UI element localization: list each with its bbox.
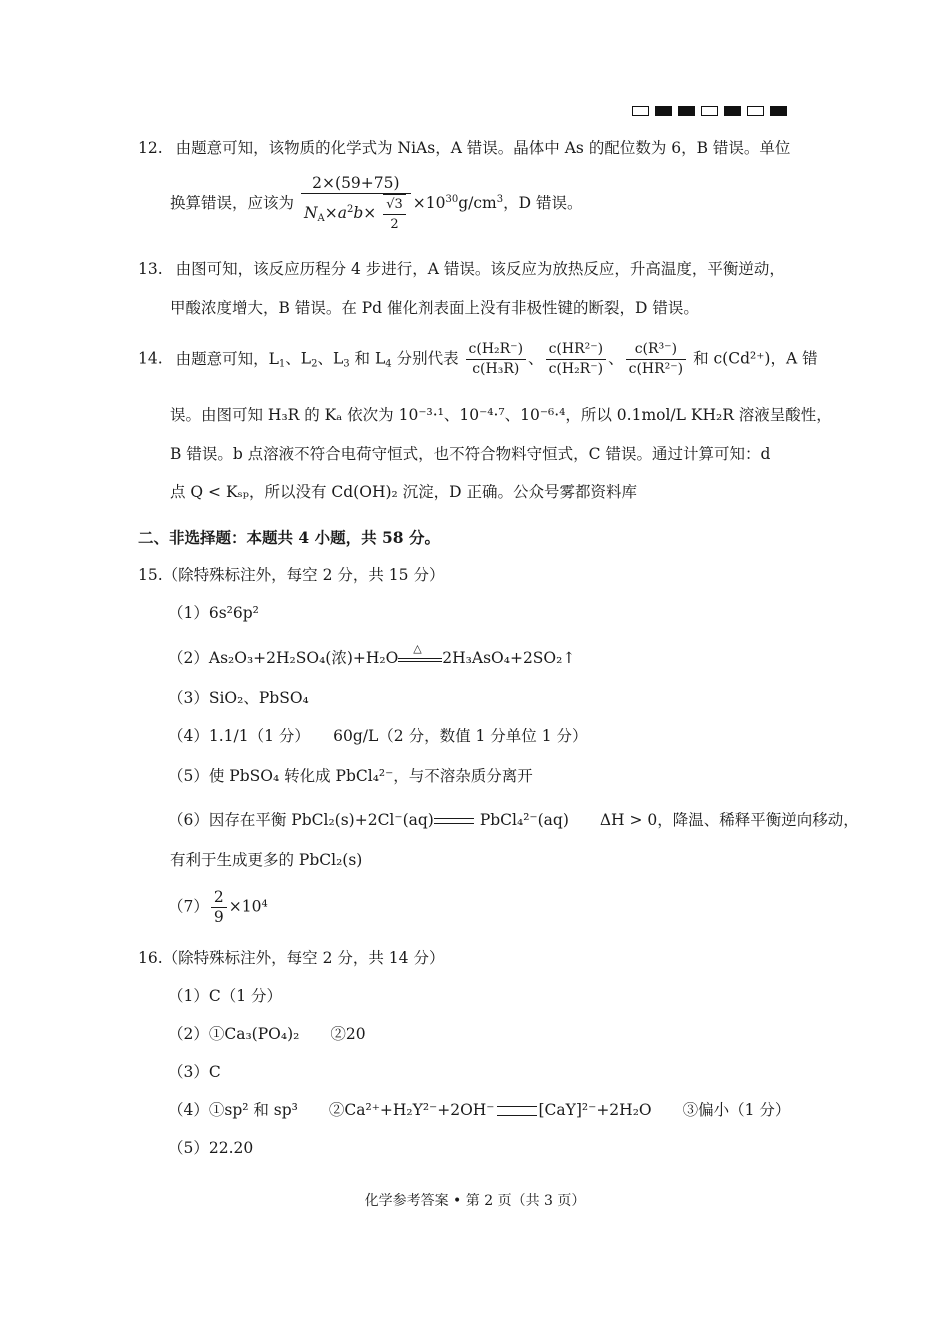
q16-answer-1: （1）C（1 分） <box>168 987 283 1005</box>
header-mark <box>770 106 787 116</box>
header-mark <box>747 106 764 116</box>
q13-line1 <box>138 259 785 279</box>
q14-line4: 点 Q < Kₛₚ，所以没有 Cd(OH)₂ 沉淀，D 正确。公众号雾都资料库 <box>170 483 637 501</box>
q15-answer-6: （6）因存在平衡 PbCl₂(s)+2Cl⁻(aq) PbCl₄²⁻(aq) ΔH > 0，降温、稀释平衡逆向移动， <box>168 811 859 829</box>
header-mark <box>701 106 718 116</box>
q14-line1: 14. 由题意可知，$L_1$、$L_2$、$L_3$ 和 $L_4$ 分别代表 $\frac{\text{c(H₂R⁻)}}{\text{c(H₃R)}}$ 、 $\frac{\text{c(HR²⁻)}}{\text{c(H₂R⁻)}}$ 、 $\frac{\text{c(R³⁻)}}{\text{c(HR²⁻)}}$ 和 c(Cd²⁺)，A 错 <box>138 341 818 377</box>
q16-answer-2: （2）①Ca₃(PO₄)₂ ②20 <box>168 1025 366 1043</box>
q16-answer-3: （3）C <box>168 1063 221 1081</box>
q16-answer-4: （4）①sp² 和 sp³ ②Ca²⁺+H₂Y²⁻+2OH⁻ [CaY]²⁻+2H₂O ③偏小（1 分） <box>168 1101 791 1119</box>
q15-answer-4: （4）1.1/1（1 分） 60g/L（2 分，数值 1 分单位 1 分） <box>168 727 588 745</box>
q12-line1 <box>138 138 790 158</box>
header-mark <box>678 106 695 116</box>
q13-number: 13. <box>138 260 163 278</box>
heat-equals-arrow-icon: △ <box>398 649 442 669</box>
page-footer: 化学参考答案 • 第 2 页（共 3 页） <box>364 1193 586 1209</box>
q13-text: 由图可知，该反应历程分 4 步进行，A 错误。该反应为放热反应，升高温度，平衡逆动， <box>175 260 785 278</box>
q12-line2: 换算错误，应该为 2×(59+75) $N_A\times a^2b\times$ $\frac{√3}{2}$ $\times 10^{30}g/cm^3$，D 错误。 <box>170 174 583 232</box>
equals-arrow-icon <box>497 1106 537 1116</box>
q12-frac-denominator: $N_A\times a^2b\times$ $\frac{√3}{2}$ <box>301 194 411 234</box>
q15-answer-5: （5）使 PbSO₄ 转化成 PbCl₄²⁻，与不溶杂质分离开 <box>168 767 533 785</box>
q15-heading: 15.（除特殊标注外，每空 2 分，共 15 分） <box>138 566 445 584</box>
q14-fraction-1: $\frac{\text{c(H₂R⁻)}}{\text{c(H₃R)}}$ <box>466 340 527 379</box>
q14-fraction-3: $\frac{\text{c(R³⁻)}}{\text{c(HR²⁻)}}$ <box>626 340 687 379</box>
q14-number: 14. <box>138 349 163 368</box>
header-mark <box>655 106 672 116</box>
q13-line2: 甲酸浓度增大，B 错误。在 Pd 催化剂表面上没有非极性键的断裂，D 错误。 <box>170 299 699 317</box>
q12-frac-numerator: 2×(59+75) <box>301 174 411 194</box>
q15-answer-2: （2）As₂O₃+2H₂SO₄(浓)+H₂O △ 2H₃AsO₄+2SO₂↑ <box>168 642 576 667</box>
header-mark <box>632 106 649 116</box>
q15-answer-3: （3）SiO₂、PbSO₄ <box>168 689 309 707</box>
q12-number: 12. <box>138 139 163 157</box>
header-marks <box>632 106 787 116</box>
q12-text: 由题意可知，该物质的化学式为 NiAs，A 错误。晶体中 As 的配位数为 6，B 错误。单位 <box>175 139 791 157</box>
q16-heading: 16.（除特殊标注外，每空 2 分，共 14 分） <box>138 949 445 967</box>
q15-answer-6-line2: 有利于生成更多的 PbCl₂(s) <box>170 851 363 869</box>
q14-line2: 误。由图可知 H₃R 的 Kₐ 依次为 10⁻³·¹、10⁻⁴·⁷、10⁻⁶·⁴，所以 0.1mol/L KH₂R 溶液呈酸性， <box>170 406 832 424</box>
q15-answer-1: （1）6s²6p² <box>168 604 259 622</box>
q14-line3: B 错误。b 点溶液不符合电荷守恒式，也不符合物料守恒式，C 错误。通过计算可知：d <box>170 445 771 463</box>
q15-answer-7: （7） $\frac{2}{9}$ ×10⁴ <box>168 888 268 926</box>
header-mark <box>724 106 741 116</box>
q16-answer-5: （5）22.20 <box>168 1139 254 1157</box>
equilibrium-arrow-icon <box>434 814 474 828</box>
section-2-heading: 二、非选择题：本题共 4 小题，共 58 分。 <box>138 528 440 547</box>
q12-fraction <box>301 174 411 234</box>
q14-fraction-2: $\frac{\text{c(HR²⁻)}}{\text{c(H₂R⁻)}}$ <box>546 340 607 379</box>
q12-prefix: 换算错误，应该为 <box>170 194 295 212</box>
